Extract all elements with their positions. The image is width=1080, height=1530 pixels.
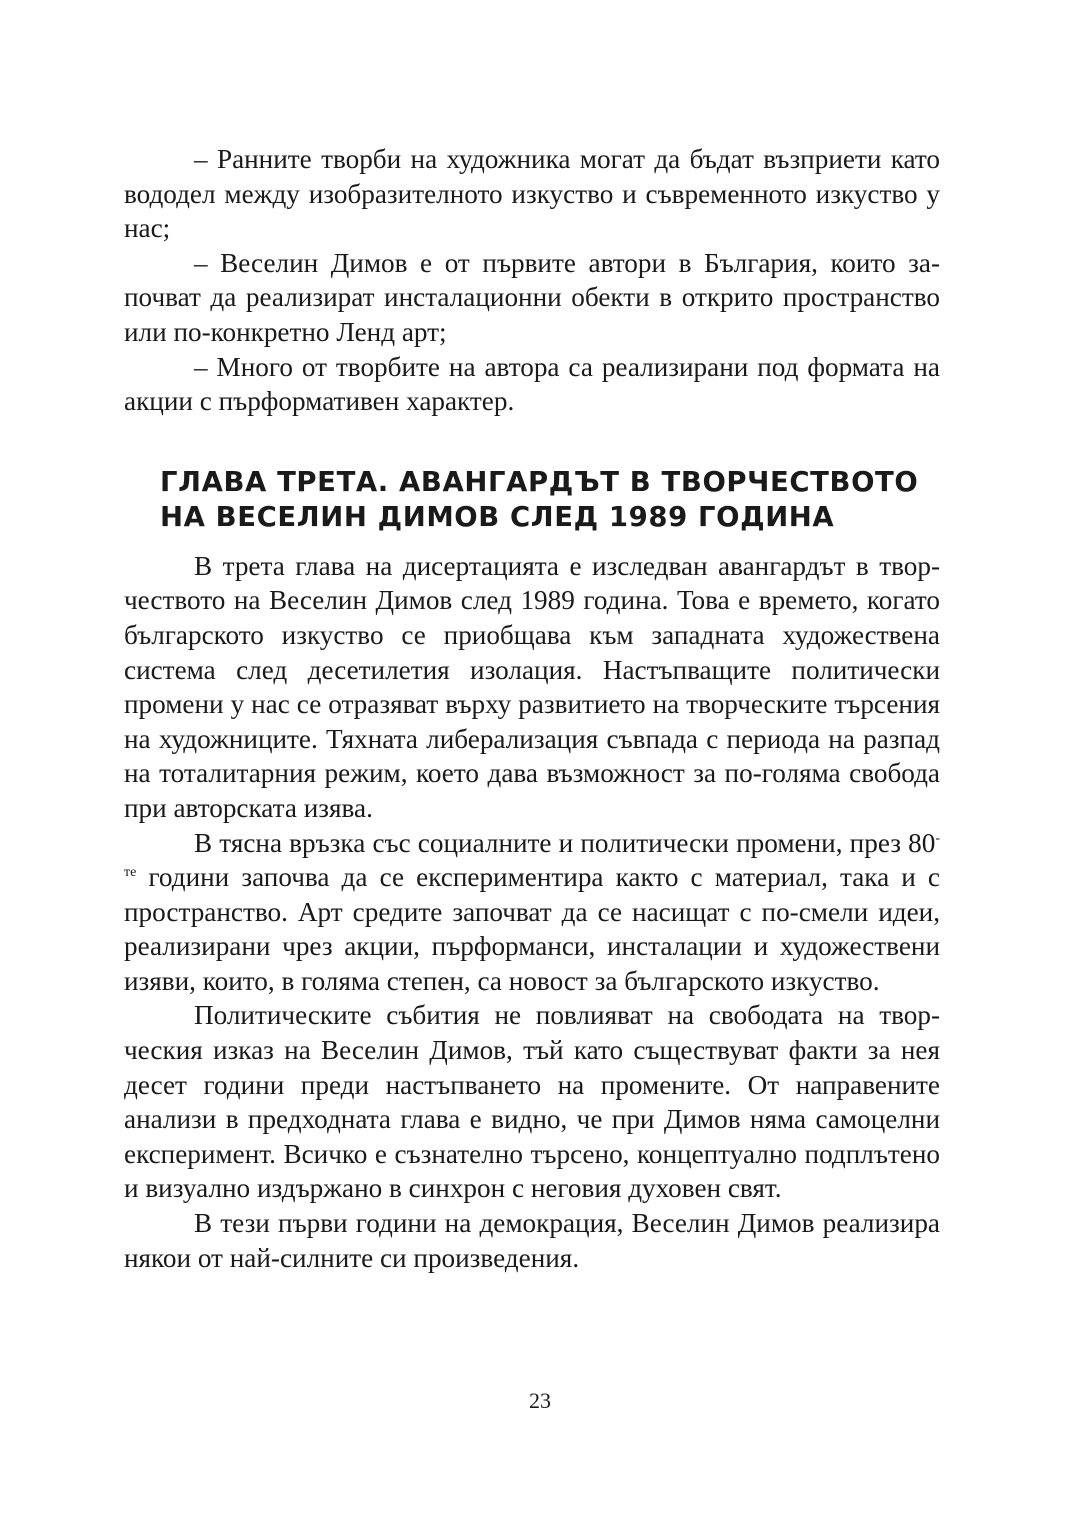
chapter-title-line-2: НА ВЕСЕЛИН ДИМОВ СЛЕД 1989 ГОДИНА	[160, 500, 835, 533]
body-paragraph-2	[124, 826, 940, 999]
body-paragraph-4: В тези първи години на демокрация, Веселин Димов реализира някои от най-силните си произведения.	[124, 1208, 940, 1273]
body-paragraph-1: В трета глава на дисертацията е изследван авангардът в творчеството на Веселин Димов след 1989 година. Това е времето, когато българското изкуство се приобщава към западната художествена система след десетилетия изолация. Настъпващите политически промени у нас се отразяват върху развитието на творческите търсения на художниците. Тяхната либерализация съвпада с периода на разпад на тоталитарния режим, което дава възможност за по-голяма свобода при авторската изява.	[124, 550, 940, 823]
page-number: 23	[529, 1388, 551, 1413]
superscript-te: -те	[124, 830, 940, 881]
body-paragraph-3: Политическите събития не повлияват на свободата на творческия изказ на Веселин Димов, тъй като съществуват факти за нея десет години преди настъпването на промените. От направените анализи в предходната глава е видно, че при Димов няма самоцелни експеримент. Всичко е съзнателно търсено, концептуално подплътено и визуално издържано в синхрон с неговия духовен свят.	[124, 1000, 940, 1204]
body-paragraph-2-start: В тясна връзка със социалните и политически промени, през 80	[194, 827, 936, 858]
chapter-heading	[160, 465, 940, 535]
intro-item-1: – Ранните творби на художника могат да бъдат възприети като вододел между изобразителното изкуство и съвременното изкуство у нас;	[124, 144, 940, 244]
body-paragraph-2-end: години започва да се експериментира както с материал, така и с пространство. Арт средите започват да се насищат с по-смели идеи, реализирани чрез акции, пърформанси, инсталации и художествени изяви, които, в голяма степен, са новост за българското изкуство.	[124, 862, 940, 996]
document-page	[124, 142, 940, 1275]
intro-item-2: – Веселин Димов е от първите автори в България, които започват да реализират инсталационни обекти в открито пространство или по-конкретно Ленд арт;	[124, 247, 940, 347]
chapter-title-line-1: ГЛАВА ТРЕТА. АВАНГАРДЪТ В ТВОРЧЕСТВОТО	[160, 465, 919, 498]
intro-item-3: – Много от творбите на автора са реализирани под формата на акции с пърформативен характер.	[124, 351, 940, 417]
